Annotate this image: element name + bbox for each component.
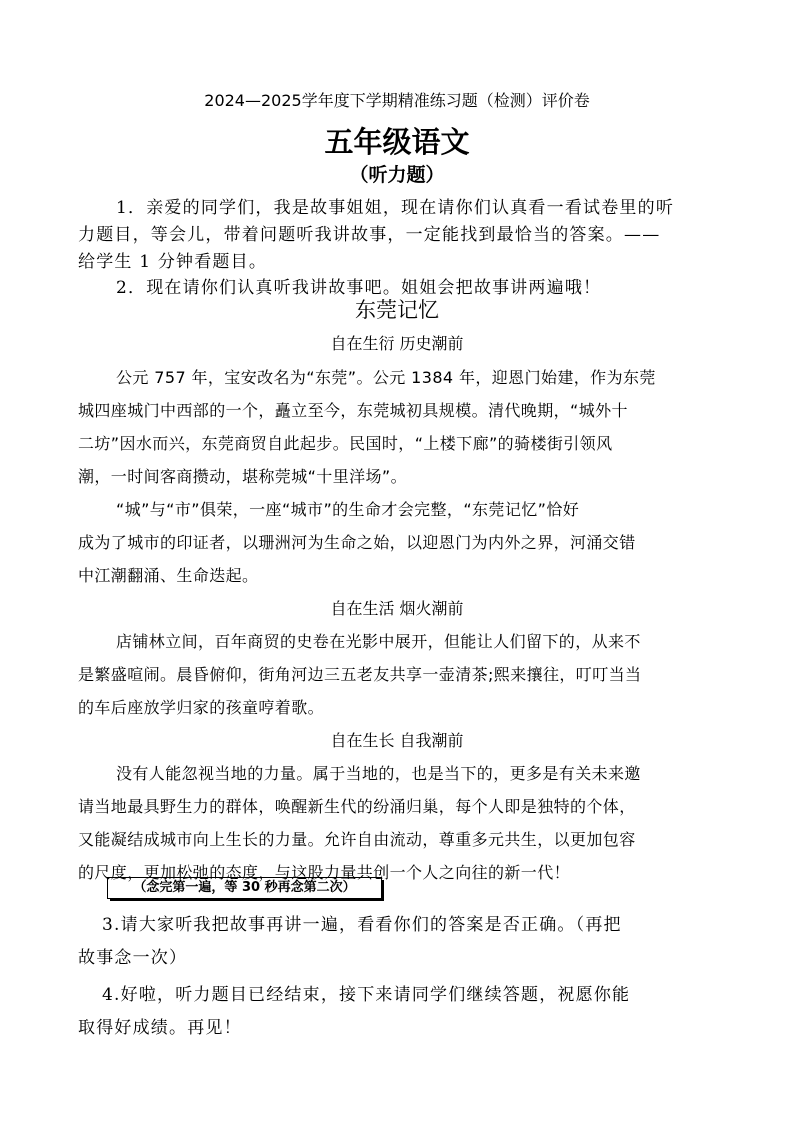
paragraph-3-line-1: 店铺林立间，百年商贸的史卷在光影中展开，但能让人们留下的，从来不 [116,632,641,651]
paragraph-2-line-2: 成为了城市的印证者，以珊洲河为生命之始，以迎恩门为内外之界，河涌交错 [78,533,636,552]
paragraph-1-line-3: 二坊”因水而兴，东莞商贸自此起步。民国时，“上楼下廊”的骑楼街引领风 [78,434,613,453]
instruction-3-line-2: 故事念一次） [78,948,188,968]
story-title: 东莞记忆 [355,298,439,322]
section-heading-3: 自在生长 自我潮前 [330,731,464,750]
paragraph-3-line-2: 是繁盛喧闹。晨昏俯仰，街角河边三五老友共享一壶清茶;熙来攘往，叮叮当当 [78,665,642,684]
instruction-3-line-1: 3.请大家听我把故事再讲一遍，看看你们的答案是否正确。（再把 [102,915,622,935]
paragraph-4-line-3: 又能凝结成城市向上生长的力量。允许自由流动，尊重多元共生，以更加包容 [78,830,636,849]
section-heading-2: 自在生活 烟火潮前 [330,599,464,618]
paragraph-1-line-2: 城四座城门中西部的一个，矗立至今，东莞城初具规模。清代晚期，“城外十 [78,401,628,420]
section-title: （听力题） [349,164,445,186]
paragraph-1-line-1: 公元 757 年，宝安改名为“东莞”。公元 1384 年，迎恩门始建，作为东莞 [116,368,656,387]
grade-subject-title: 五年级语文 [324,125,470,159]
section-heading-1: 自在生衍 历史潮前 [330,334,464,353]
instruction-2: 2．现在请你们认真听我讲故事吧。姐姐会把故事讲两遍哦！ [116,278,602,298]
instruction-4-line-2: 取得好成绩。再见！ [78,1018,242,1038]
paragraph-2-line-3: 中江潮翻涌、生命迭起。 [78,566,259,585]
paragraph-4-line-2: 请当地最具野生力的群体，唤醒新生代的纷涌归巢，每个人即是独特的个体， [78,797,636,816]
reading-note-box: （念完第一遍，等 30 秒再念第二次） [107,877,382,899]
exam-title: 2024—2025学年度下学期精准练习题（检测）评价卷 [204,91,590,110]
instruction-4-line-1: 4.好啦，听力题目已经结束，接下来请同学们继续答题，祝愿你能 [102,985,631,1005]
paragraph-2-line-1: “城”与“市”俱荣，一座“城市”的生命才会完整，“东莞记忆”恰好 [116,500,580,519]
paragraph-3-line-3: 的车后座放学归家的孩童哼着歌。 [78,698,325,717]
instruction-1-line-3: 给学生 1 分钟看题目。 [78,252,268,272]
instruction-1-line-2: 力题目，等会儿，带着问题听我讲故事，一定能找到最恰当的答案。—— [78,225,661,245]
paragraph-4-line-1: 没有人能忽视当地的力量。属于当地的，也是当下的，更多是有关未来邀 [116,764,641,783]
paragraph-1-line-4: 潮，一时间客商攒动，堪称莞城“十里洋场”。 [78,467,407,486]
instruction-1-line-1: 1．亲爱的同学们，我是故事姐姐，现在请你们认真看一看试卷里的听 [116,198,675,218]
paragraph-4-line-4: 的尺度，更加松弛的态度，与这股力量共创一个人之向往的新一代！ [78,863,571,882]
